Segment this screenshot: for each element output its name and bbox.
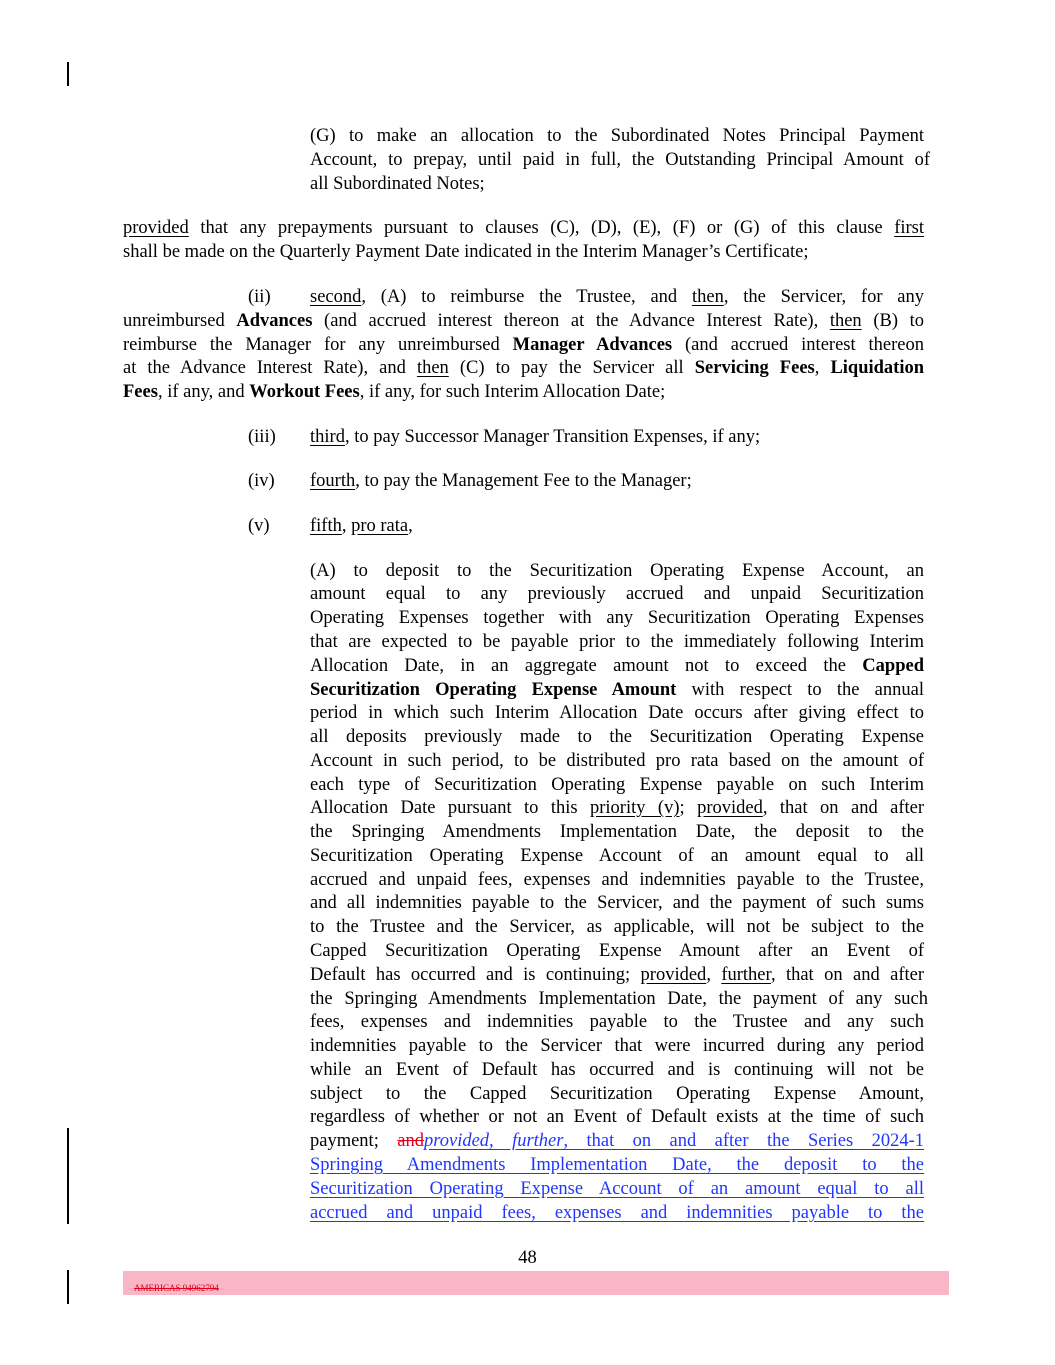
item-iv-text bbox=[310, 471, 692, 492]
clause-a-line: regardless of whether or not an Event of Default exists at the time of such bbox=[310, 1107, 924, 1127]
text: (B) to bbox=[861, 311, 924, 331]
text: (C) to pay the Servicer all bbox=[448, 358, 695, 378]
text: Allocation Date pursuant to this bbox=[310, 798, 590, 818]
text: , if any, for such Interim Allocation Date; bbox=[359, 382, 666, 402]
defined-term: Workout Fees bbox=[249, 382, 360, 402]
text: with respect to the annual bbox=[676, 680, 924, 700]
text: , to pay the Management Fee to the Manager; bbox=[355, 471, 692, 491]
page-number: 48 bbox=[518, 1248, 537, 1268]
item-ii-line bbox=[123, 335, 924, 356]
underlined-term: then bbox=[829, 311, 862, 331]
change-bar-top bbox=[67, 62, 69, 86]
underlined-term: fifth bbox=[310, 516, 342, 536]
inserted-italic-text: provided, further bbox=[423, 1131, 564, 1151]
underlined-term: provided bbox=[123, 218, 189, 238]
clause-a-line: and all indemnities payable to the Servicer, and the payment of such sums bbox=[310, 893, 924, 913]
defined-term: Securitization Operating Expense Amount bbox=[310, 680, 677, 700]
clause-a-line: while an Event of Default has occurred and is continuing will not be bbox=[310, 1060, 924, 1080]
text: payment; bbox=[310, 1131, 398, 1151]
defined-term: Fees bbox=[123, 382, 158, 402]
inserted-line: Securitization Operating Expense Account of an amount equal to all bbox=[310, 1179, 924, 1199]
underlined-term: priority (v) bbox=[589, 798, 680, 818]
clause-a-line: fees, expenses and indemnities payable to the Trustee and any such bbox=[310, 1012, 924, 1032]
clause-a-line: (A) to deposit to the Securitization Operating Expense Account, an bbox=[310, 561, 924, 581]
text: , that on and after bbox=[762, 798, 924, 818]
text: Default has occurred and is continuing; bbox=[310, 965, 641, 985]
item-ii-line bbox=[123, 311, 924, 332]
defined-term: Capped bbox=[862, 656, 924, 676]
clause-a-line: period in which such Interim Allocation Date occurs after giving effect to bbox=[310, 703, 924, 723]
text: , (A) to reimburse the Trustee, and bbox=[361, 287, 692, 307]
clause-a-line: the Springing Amendments Implementation Date, the payment of any such bbox=[310, 989, 928, 1009]
text: reimburse the Manager for any unreimbursed bbox=[123, 335, 513, 355]
underlined-term: then bbox=[416, 358, 449, 378]
document-id: AMERICAS 94962794 bbox=[134, 1283, 219, 1293]
item-number: (ii) bbox=[248, 287, 271, 307]
defined-term: Manager Advances bbox=[512, 335, 673, 355]
underlined-term: then bbox=[691, 287, 724, 307]
text: that any prepayments pursuant to clauses (C), (D), (E), (F) or (G) of this clause bbox=[188, 218, 895, 238]
clause-a-line bbox=[310, 680, 924, 701]
clause-a-line bbox=[310, 656, 924, 677]
underlined-term: pro rata bbox=[351, 516, 409, 536]
clause-a-line: amount equal to any previously accrued and unpaid Securitization bbox=[310, 584, 924, 604]
text: , bbox=[706, 965, 722, 985]
inserted-line: Springing Amendments Implementation Date, the deposit to the bbox=[310, 1155, 924, 1175]
clause-g-line: Account, to prepay, until paid in full, the Outstanding Principal Amount of bbox=[310, 150, 930, 170]
clause-a-line bbox=[310, 798, 924, 819]
text: , bbox=[814, 358, 831, 378]
underlined-term: fourth bbox=[310, 471, 356, 491]
item-v-text bbox=[310, 516, 413, 537]
clause-a-line: all deposits previously made to the Securitization Operating Expense bbox=[310, 727, 924, 747]
item-number: (iii) bbox=[248, 427, 276, 447]
underlined-term: second bbox=[310, 287, 362, 307]
underlined-term: further bbox=[721, 965, 771, 985]
text: at the Advance Interest Rate), and bbox=[123, 358, 417, 378]
item-ii-line bbox=[123, 382, 665, 403]
defined-term: Servicing Fees bbox=[694, 358, 815, 378]
text: (and accrued interest thereon bbox=[672, 335, 924, 355]
text: , if any, and bbox=[157, 382, 250, 402]
clause-a-line: Capped Securitization Operating Expense Amount after an Event of bbox=[310, 941, 924, 961]
clause-a-line: the Springing Amendments Implementation Date, the deposit to the bbox=[310, 822, 924, 842]
clause-a-line: subject to the Capped Securitization Operating Expense Amount, bbox=[310, 1084, 924, 1104]
underlined-term: first bbox=[894, 218, 924, 238]
clause-a-line bbox=[310, 1131, 924, 1152]
change-bar-lower bbox=[67, 1128, 69, 1224]
item-ii-line bbox=[123, 358, 924, 379]
deleted-text: and bbox=[397, 1131, 424, 1151]
clause-a-line: Operating Expenses together with any Securitization Operating Expenses bbox=[310, 608, 924, 628]
underlined-term: provided bbox=[640, 965, 707, 985]
clause-a-line bbox=[310, 965, 924, 986]
item-iii-text bbox=[310, 427, 760, 448]
item-ii-line bbox=[310, 287, 924, 308]
clause-g-line: (G) to make an allocation to the Subordinated Notes Principal Payment bbox=[310, 126, 924, 146]
text: , to pay Successor Manager Transition Expenses, if any; bbox=[344, 427, 761, 447]
inserted-line: accrued and unpaid fees, expenses and indemnities payable to the bbox=[310, 1203, 924, 1223]
underlined-term: third bbox=[310, 427, 345, 447]
text: (and accrued interest thereon at the Advance Interest Rate), bbox=[312, 311, 830, 331]
item-number: (iv) bbox=[248, 471, 275, 491]
text: , bbox=[408, 516, 413, 536]
defined-term: Liquidation bbox=[830, 358, 925, 378]
proviso-line: shall be made on the Quarterly Payment Date indicated in the Interim Manager’s Certificate; bbox=[123, 242, 809, 262]
clause-g-line: all Subordinated Notes; bbox=[310, 174, 485, 194]
clause-a-line: each type of Securitization Operating Expense payable on such Interim bbox=[310, 775, 924, 795]
clause-a-line: that are expected to be payable prior to the immediately following Interim bbox=[310, 632, 924, 652]
clause-a-line: Account in such period, to be distributed pro rata based on the amount of bbox=[310, 751, 924, 771]
inserted-text bbox=[424, 1131, 924, 1151]
text: , that on and after bbox=[770, 965, 924, 985]
proviso-line bbox=[123, 218, 924, 239]
underlined-term: provided bbox=[697, 798, 763, 818]
text: unreimbursed bbox=[123, 311, 237, 331]
clause-a-line: Securitization Operating Expense Account of an amount equal to all bbox=[310, 846, 924, 866]
inserted-text: , that on and after the Series 2024-1 bbox=[563, 1131, 924, 1151]
change-bar-footer bbox=[67, 1270, 69, 1304]
text: ; bbox=[679, 798, 698, 818]
footer-band bbox=[123, 1271, 949, 1295]
text: , the Servicer, for any bbox=[723, 287, 924, 307]
clause-a-line: indemnities payable to the Servicer that were incurred during any period bbox=[310, 1036, 924, 1056]
clause-a-line: accrued and unpaid fees, expenses and indemnities payable to the Trustee, bbox=[310, 870, 924, 890]
defined-term: Advances bbox=[236, 311, 313, 331]
text: Allocation Date, in an aggregate amount not to exceed the bbox=[310, 656, 863, 676]
text: , bbox=[341, 516, 352, 536]
item-number: (v) bbox=[248, 516, 270, 536]
clause-a-line: to the Trustee and the Servicer, as applicable, will not be subject to the bbox=[310, 917, 924, 937]
